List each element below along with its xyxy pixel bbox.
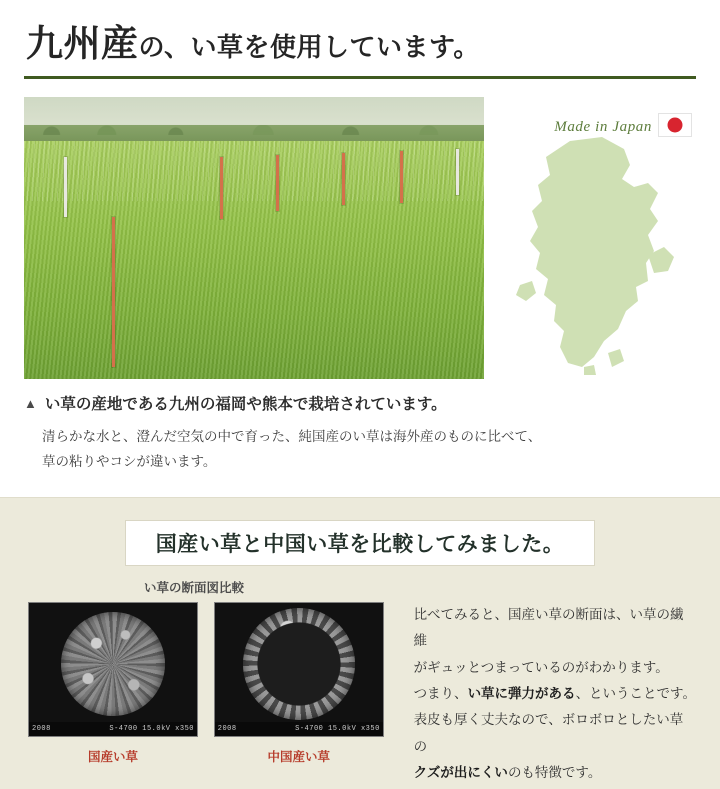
cross-section-label: い草の断面図比較 [144,581,245,595]
comparison-line-5 [414,760,696,786]
field-stake [220,157,223,219]
page-title [0,0,720,66]
made-in-japan-label: Made in Japan [554,119,652,136]
field-stake [342,153,345,205]
chinese-sample-caption: 中国産い草 [267,750,331,764]
map-area [492,97,696,379]
comparison-line-3-a: つまり、 [413,685,468,701]
field-stake [276,155,279,211]
comparison-title: 国産い草と中国い草を比較してみました。 [125,520,596,566]
comparison-description [400,602,696,786]
field-stake [456,149,459,195]
caption-sub-line-1: 清らかな水と、澄んだ空気の中で育った、純国産のい草は海外産のものに比べて、 [42,428,542,444]
caption-block [0,379,720,474]
comparison-body [24,602,696,786]
triangle-up-icon: ▲ [24,396,37,412]
kyushu-map-shape [498,135,688,375]
field-stake [64,157,67,217]
scalebar-left-text: 2008 [32,725,51,733]
page-title-rest: い草を使用しています。 [190,32,480,62]
photo-grass-field [24,141,484,379]
caption-sub-line-2: 草の粘りやコシが違います。 [42,453,217,469]
igusa-field-photo [24,97,484,379]
page-title-emphasis: 九州産 [26,23,139,64]
domestic-sample-caption: 国産い草 [87,750,138,764]
igusa-cross-section [243,608,355,720]
comparison-line-4: 表皮も厚く丈夫なので、ボロボロとしたい草の [413,712,684,754]
comparison-line-5-b: のも特徴です。 [507,764,602,780]
igusa-cross-section [61,612,165,716]
comparison-line-2: がギュッとつまっているのがわかります。 [413,659,669,675]
micrograph-scalebar [29,722,197,736]
domestic-sample-column [28,602,214,786]
caption-main-row [24,393,696,416]
comparison-line-3 [414,681,696,707]
comparison-line-5-emphasis: クズが出にくい [413,764,508,780]
comparison-title-wrap [24,520,696,566]
chinese-micrograph [214,602,384,737]
micrograph-scalebar [215,722,383,736]
comparison-line-3-c: 、ということです。 [575,685,696,701]
scalebar-right-text: S-4700 15.0kV x350 [109,725,194,733]
chinese-sample-column [214,602,400,786]
comparison-line-3-emphasis: い草に弾力がある [467,685,576,701]
field-stake [400,151,403,203]
caption-sub-text [42,425,696,475]
hero-section [0,97,720,379]
scalebar-right-text: S-4700 15.0kV x350 [295,725,380,733]
comparison-panel [0,497,720,789]
page-title-connector: の、 [138,32,191,62]
scalebar-left-text: 2008 [217,725,237,733]
japan-flag-icon [658,113,692,137]
domestic-micrograph [28,602,198,737]
caption-main-text: い草の産地である九州の福岡や熊本で栽培されています。 [44,396,447,414]
field-stake [112,217,115,367]
title-divider [24,76,696,79]
comparison-line-1: 比べてみると、国産い草の断面は、い草の繊維 [413,607,684,649]
